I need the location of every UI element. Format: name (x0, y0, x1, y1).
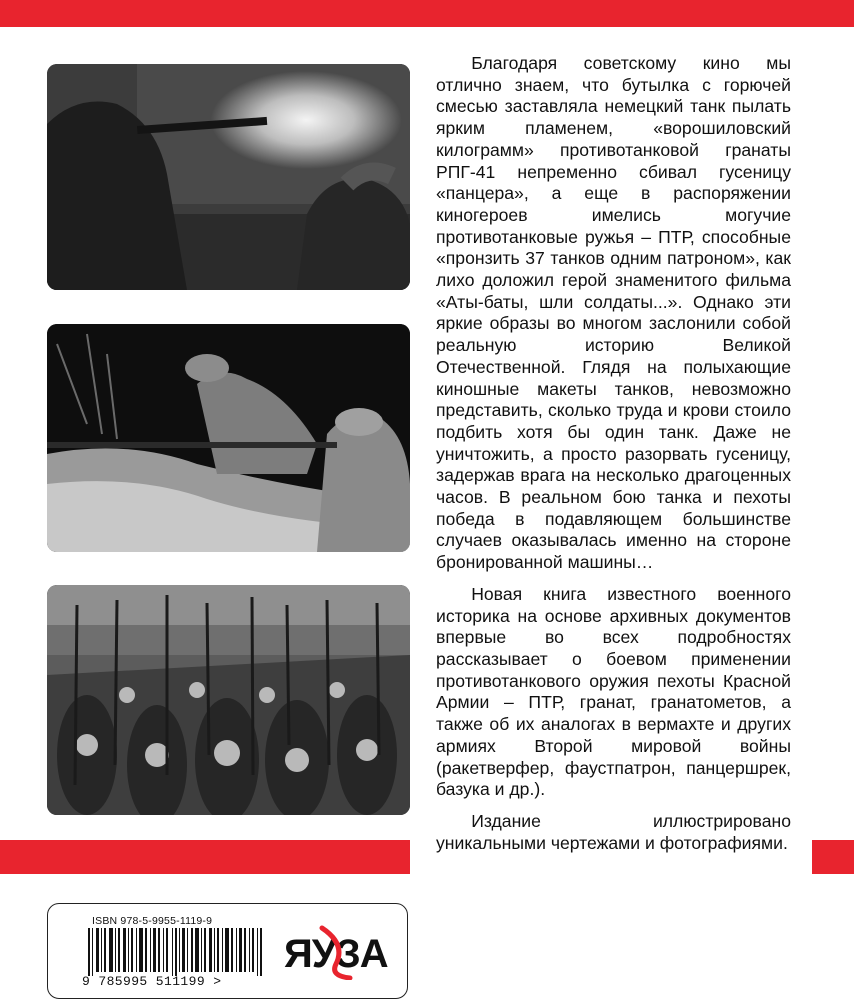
photo-soldiers-anti-tank-rifle (47, 64, 410, 290)
red-band-right (812, 840, 854, 874)
barcode (88, 928, 268, 976)
red-band-left (0, 840, 410, 874)
paragraph-2: Новая книга известного военного историка на основе архивных документов впервые во всех подробностях рассказывает о боевом применении противотанкового оружия пехоты Красной Армии – ПТР, гранат, гранатометов, а также об их аналогах в вермахте и других армиях Второй мировой войны (ракетверфер, фаустпатрон, панцершрек, базука и др.). (436, 583, 791, 800)
paragraph-1: Благодаря советскому кино мы отлично знаем, что бутылка с горючей смесью заставляла немецкий танк пылать ярким пламенем, «ворошиловский килограмм» противотанковой гранаты РПГ-41 непременно сбивал гусеницу «панцера», а еще в распоряжении киногероев имелись могучие противотанковые ружья – ПТР, способные «пронзить 37 танков одним патроном», как лихо доложил герой знаменитого фильма «Аты-баты, шли солдаты...». Однако эти яркие образы во многом заслонили собой реальную историю Великой Отечественной. Глядя на полыхающие киношные макеты танков, невозможно представить, сколько труда и крови стоило подбить хотя бы один танк. Даже не уничтожить, а просто разорвать гусеницу, задержав врага на несколько драгоценных часов. В реальном бою танка и пехоты победа в подавляющем большинстве случаев оказывалась именно на стороне бронированной машины… (436, 53, 791, 573)
barcode-panel (47, 903, 408, 999)
top-red-bar (0, 0, 854, 27)
paragraph-3: Издание иллюстрировано уникальными чертежами и фотографиями. (436, 810, 791, 853)
publisher-logo: ЯУЗА (284, 932, 388, 976)
description-text (436, 53, 791, 854)
logo-swoosh-icon (316, 924, 356, 980)
photo-soldiers-column (47, 585, 410, 815)
barcode-digits: 9 785995 511199 > (82, 974, 222, 989)
isbn-label: ISBN 978-5-9955-1119-9 (92, 915, 213, 927)
photo-soldiers-night-position (47, 324, 410, 552)
